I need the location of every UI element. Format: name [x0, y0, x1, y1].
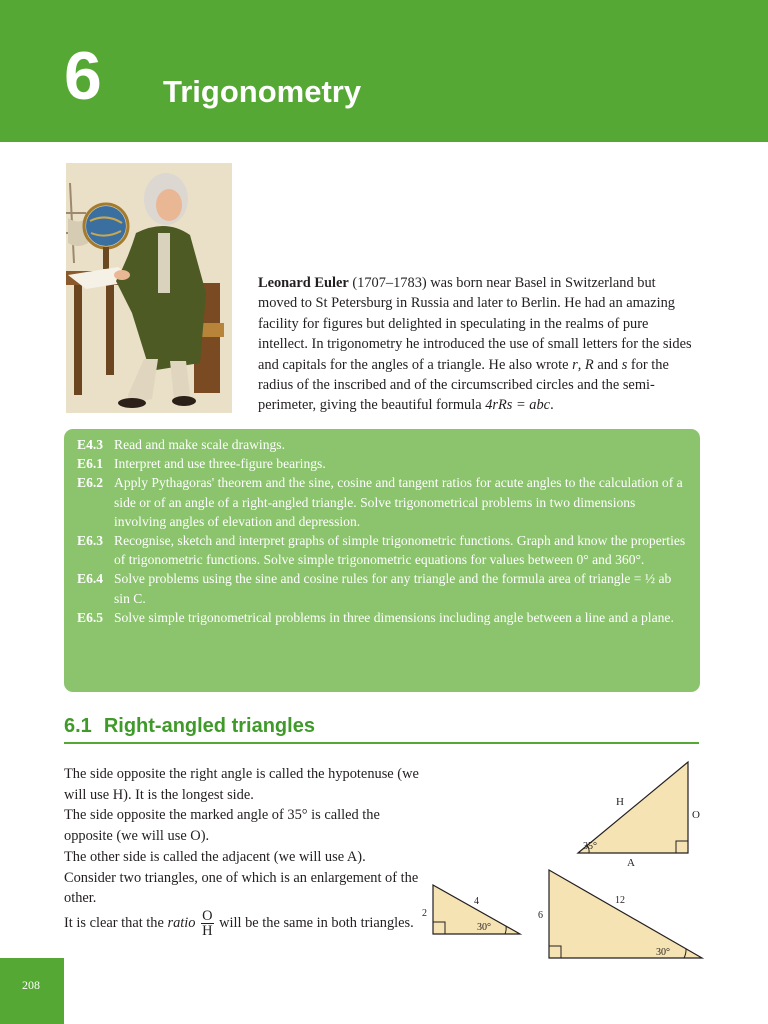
objective-text: Interpret and use three-figure bearings.: [114, 456, 326, 472]
intro-formula: 4rRs = abc: [485, 397, 551, 414]
objective-text: Recognise, sketch and interpret graphs of simple trigonometric functions. Graph and know the properties of trigonometric functions. Solve simple trigonometric equations for values between 0° and 360°.: [114, 533, 686, 568]
body-paragraph-enlargement: Consider two triangles, one of which is an enlargement of the other.: [64, 869, 419, 907]
objective-code: E6.3: [77, 533, 104, 549]
intro-name: Leonard Euler: [258, 275, 349, 291]
intro-var-r: r: [572, 356, 578, 373]
intro-comma: ,: [577, 356, 582, 373]
fraction-denominator: H: [202, 922, 213, 939]
objective-text: Solve problems using the sine and cosine rules for any triangle and the formula area of triangle = ½ ab sin C.: [114, 571, 672, 606]
intro-text-1: (1707–1783) was born near Basel in Switzerland but moved to St Petersburg in Russia and later to Berlin. He had an amazing facility for figures but delighted in speculating in the realms of pure intellect. In trigonometry he introduced the use of small letters for the sides and capitals for the angles of a triangle. He also wrote: [258, 275, 692, 373]
triangle-small-angle-label: 30°: [477, 922, 491, 933]
objective-code: E4.3: [77, 437, 104, 452]
triangle-small: [422, 885, 520, 934]
intro-var-s: s: [621, 356, 628, 373]
triangle-large-hyp-label: H: [616, 796, 624, 808]
triangle-medium-shape: [549, 870, 702, 958]
chapter-number: 6: [64, 38, 102, 114]
triangle-small-opp-label: 2: [422, 908, 427, 919]
page-number: 208: [22, 978, 40, 992]
triangle-medium: [538, 870, 702, 958]
ratio-text-pre: It is clear that the: [64, 914, 168, 931]
section-title: Right-angled triangles: [103, 715, 315, 737]
intro-var-R: R: [584, 356, 594, 373]
triangle-large: [578, 762, 700, 869]
triangle-medium-hyp-label: 12: [615, 895, 625, 906]
body-paragraph-adjacent: The other side is called the adjacent (we will use A).: [64, 848, 366, 865]
intro-end: .: [550, 397, 554, 414]
objective-code: E6.1: [77, 456, 104, 472]
chapter-title: Trigonometry: [163, 74, 362, 109]
triangle-medium-angle-label: 30°: [656, 947, 670, 958]
ratio-text-post: will be the same in both triangles.: [215, 914, 414, 931]
triangle-small-hyp-label: 4: [474, 896, 479, 907]
ratio-word: ratio: [167, 914, 196, 931]
triangle-large-shape: [578, 762, 688, 853]
objective-code: E6.4: [77, 571, 104, 587]
triangle-large-angle-label: 35°: [583, 841, 597, 852]
intro-text-2: for the radius of the inscribed and of the circumscribed circles and the semi-perimeter, giving the beautiful formula: [258, 356, 669, 414]
objective-text: Read and make scale drawings.: [114, 437, 285, 452]
objective-text: Solve simple trigonometrical problems in three dimensions including angle between a line and a plane.: [114, 609, 674, 625]
body-paragraph-opposite: The side opposite the marked angle of 35° is called the opposite (we will use O).: [64, 807, 380, 845]
objective-code: E6.5: [77, 609, 104, 625]
body-paragraph-hypotenuse: The side opposite the right angle is called the hypotenuse (we will use H). It is the longest side.: [64, 766, 419, 803]
section-number: 6.1: [64, 715, 92, 737]
triangle-medium-opp-label: 6: [538, 910, 543, 921]
triangle-large-opp-label: O: [692, 809, 700, 821]
triangle-large-adj-label: A: [627, 857, 635, 869]
fraction-numerator: O: [202, 907, 213, 924]
objective-text: Apply Pythagoras' theorem and the sine, cosine and tangent ratios for acute angles to the calculation of a side or of an angle of a right-angled triangle. Solve trigonometrical problems in two dimensions involving angles of elevation and depression.: [114, 475, 683, 529]
objective-code: E6.2: [77, 475, 104, 491]
intro-and: and: [593, 356, 622, 373]
